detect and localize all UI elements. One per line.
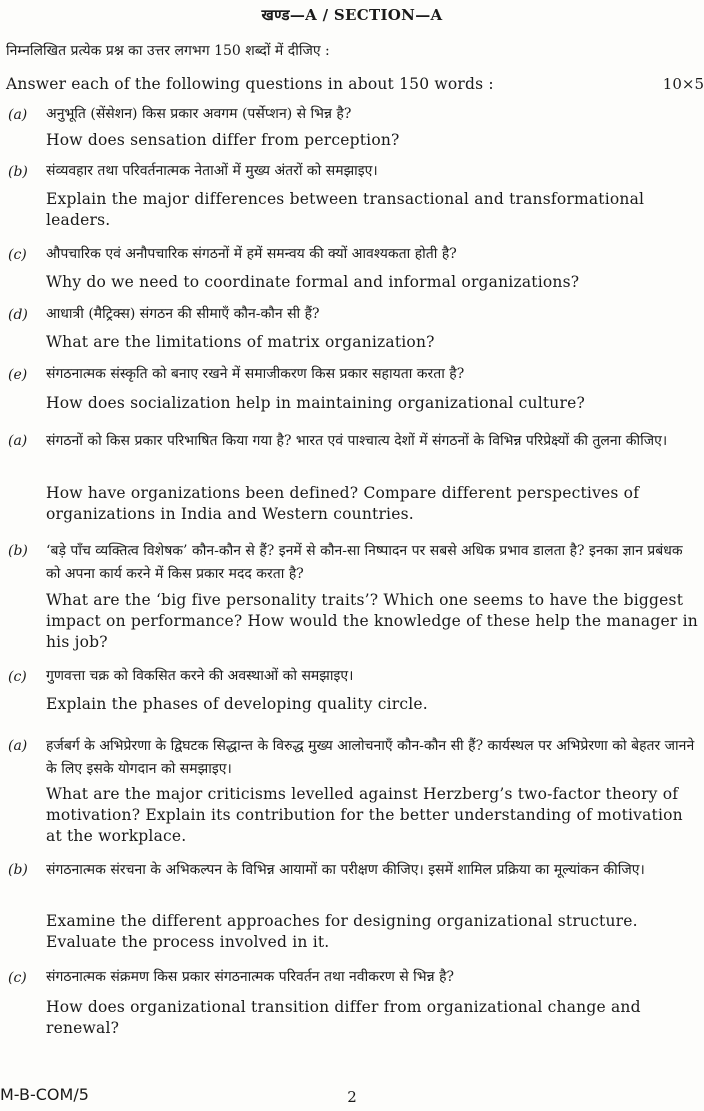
question-label: (a) xyxy=(8,738,28,754)
paper-code: M-B-COM/5 xyxy=(0,1085,89,1104)
question-label: (d) xyxy=(8,307,28,323)
question-hindi: संगठनात्मक संस्कृति को बनाए रखने में समाजीकरण किस प्रकार सहायता करता है? xyxy=(46,366,465,382)
question-english: How have organizations been defined? Compare different perspectives of organizations in India and Western countries. xyxy=(46,484,640,523)
question-english: How does socialization help in maintaining organizational culture? xyxy=(46,394,585,412)
question-label: (e) xyxy=(8,367,28,383)
question-english: Examine the different approaches for designing organizational structure. Evaluate the process involved in it. xyxy=(46,912,638,951)
question-english: What are the limitations of matrix organization? xyxy=(46,333,435,351)
question-english: What are the ‘big five personality traits’? Which one seems to have the biggest impact on performance? How would the knowledge of these help the manager in his job? xyxy=(46,591,698,651)
question-label: (c) xyxy=(8,669,27,685)
question-hindi: संगठनात्मक संक्रमण किस प्रकार संगठनात्मक परिवर्तन तथा नवीकरण से भिन्न है? xyxy=(46,969,455,985)
question-english: Explain the major differences between transactional and transformational leaders. xyxy=(46,190,645,229)
question-label: (b) xyxy=(8,543,28,559)
question-english: Why do we need to coordinate formal and informal organizations? xyxy=(46,273,580,291)
question-hindi: आधात्री (मैट्रिक्स) संगठन की सीमाएँ कौन-कौन सी हैं? xyxy=(46,306,320,322)
question-label: (a) xyxy=(8,433,28,449)
question-hindi: संव्यवहार तथा परिवर्तनात्मक नेताओं में मुख्य अंतरों को समझाइए। xyxy=(46,163,378,179)
question-label: (b) xyxy=(8,164,28,180)
question-hindi: अनुभूति (सेंसेशन) किस प्रकार अवगम (पर्सेप्शन) से भिन्न है? xyxy=(46,106,352,122)
question-english: How does organizational transition differ from organizational change and renewal? xyxy=(46,998,641,1037)
question-label: (a) xyxy=(8,107,28,123)
question-english: What are the major criticisms levelled against Herzberg’s two-factor theory of motivation? Explain its contribution for the better understanding of motivation at the workplace. xyxy=(46,785,683,845)
question-label: (c) xyxy=(8,970,27,986)
marks-label: 10×5 xyxy=(662,75,704,93)
question-hindi: गुणवत्ता चक्र को विकसित करने की अवस्थाओं को समझाइए। xyxy=(46,668,354,684)
question-label: (c) xyxy=(8,247,27,263)
question-hindi: संगठनों को किस प्रकार परिभाषित किया गया है? भारत एवं पाश्चात्य देशों में संगठनों के विभिन्न परिप्रेक्ष्यों की तुलना कीजिए। xyxy=(46,433,668,449)
question-english: How does sensation differ from perception? xyxy=(46,131,400,149)
question-hindi: संगठनात्मक संरचना के अभिकल्पन के विभिन्न आयामों का परीक्षण कीजिए। इसमें शामिल प्रक्रिया का मूल्यांकन कीजिए। xyxy=(46,862,645,878)
question-english: Explain the phases of developing quality circle. xyxy=(46,695,428,713)
question-label: (b) xyxy=(8,862,28,878)
question-hindi: औपचारिक एवं अनौपचारिक संगठनों में हमें समन्वय की क्यों आवश्यकता होती है? xyxy=(46,246,457,262)
question-hindi: ‘बड़े पाँच व्यक्तित्व विशेषक’ कौन-कौन से हैं? इनमें से कौन-सा निष्पादन पर सबसे अधिक प्रभाव डालता है? इनका ज्ञान प्रबंधक को अपना कार्य करने में किस प्रकार मदद करता है? xyxy=(46,543,683,582)
question-hindi: हर्जबर्ग के अभिप्रेरणा के द्विघटक सिद्धान्त के विरुद्ध मुख्य आलोचनाएँ कौन-कौन सी हैं? कार्यस्थल पर अभिप्रेरणा को बेहतर जानने के लिए इसके योगदान को समझाइए। xyxy=(46,738,695,777)
instruction-hindi: निम्नलिखित प्रत्येक प्रश्न का उत्तर लगभग 150 शब्दों में दीजिए : xyxy=(6,43,330,59)
instruction-english: Answer each of the following questions in about 150 words : xyxy=(6,75,494,93)
page-number: 2 xyxy=(347,1088,357,1106)
section-heading: खण्ड—A / SECTION—A xyxy=(261,6,443,24)
